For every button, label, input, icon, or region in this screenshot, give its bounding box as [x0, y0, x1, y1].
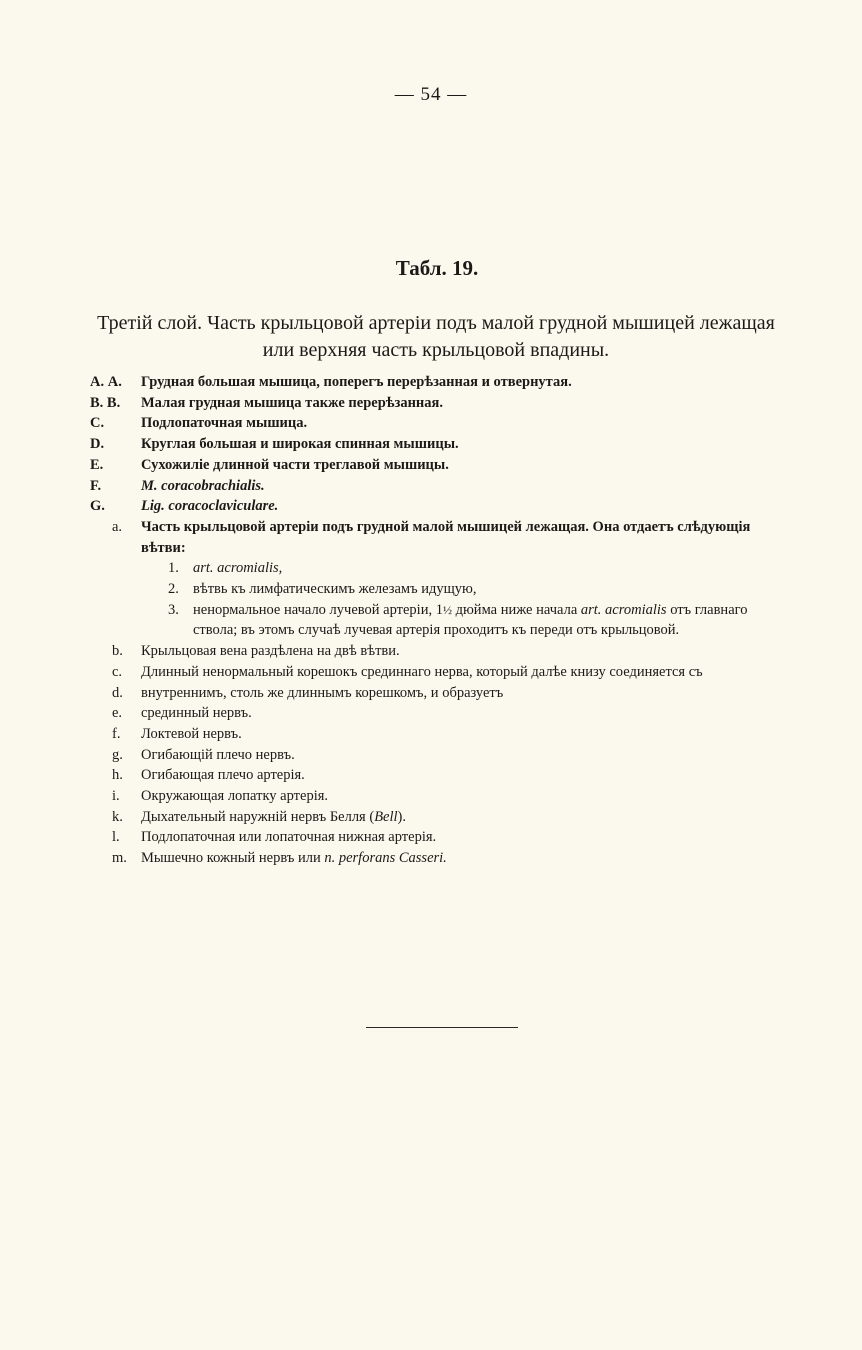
- legend-text-part: отъ главнаго ствола; въ этомъ случаѣ лучевая артерія проходитъ къ переди отъ крыльцовой.: [193, 601, 748, 639]
- legend-item-h: [90, 765, 790, 786]
- closing-rule: [366, 1027, 518, 1028]
- legend-text: M. coracobrachialis.: [141, 477, 265, 494]
- legend-text: [90, 848, 790, 869]
- legend-key: d.: [112, 684, 123, 701]
- legend-text-part: Дыхательный наружній нервъ Белля (: [141, 808, 375, 825]
- legend-key: G.: [90, 498, 105, 515]
- legend-key: b.: [112, 643, 123, 660]
- legend-item-A: [90, 372, 790, 393]
- legend-item-b: [90, 641, 790, 662]
- legend-text-part: ).: [397, 808, 407, 825]
- legend-key: a.: [112, 518, 123, 535]
- latin-term: art. acromialis: [580, 601, 667, 618]
- legend-key: D.: [90, 436, 105, 453]
- legend-text: Lig. coracoclaviculare.: [141, 498, 279, 515]
- legend-key: В. В.: [90, 394, 121, 411]
- legend-key: g.: [112, 746, 123, 763]
- legend-key: i.: [112, 788, 120, 805]
- legend-item-f: [90, 724, 790, 745]
- legend-text: Малая грудная мышица также перерѣзанная.: [141, 394, 443, 411]
- legend-item-B: [90, 393, 790, 414]
- legend-text: [90, 600, 790, 641]
- plate-subtitle: Третій слой. Часть крыльцовой артеріи подъ малой грудной мышицей лежащая или верхняя часть крыльцовой впадины.: [97, 312, 775, 361]
- legend-key: k.: [112, 808, 123, 825]
- page-number: — 54 —: [394, 84, 468, 105]
- legend-text: Подлопаточная мышица.: [141, 415, 308, 432]
- legend-item-d: [90, 683, 790, 704]
- legend-key: Е.: [90, 456, 104, 473]
- legend-item-m: [90, 848, 790, 869]
- legend-item-c: [90, 662, 790, 683]
- legend-text: Огибающій плечо нервъ.: [141, 746, 295, 763]
- legend-item-a: [90, 517, 790, 558]
- legend-text: [90, 807, 790, 828]
- legend-item-e: [90, 703, 790, 724]
- legend-text: внутреннимъ, столь же длиннымъ корешкомъ, и образуетъ: [141, 684, 504, 701]
- legend-list: [90, 372, 790, 869]
- legend-text: Огибающая плечо артерія.: [141, 767, 305, 784]
- legend-key: m.: [112, 850, 127, 867]
- legend-key: l.: [112, 829, 120, 846]
- legend-item-g: [90, 745, 790, 766]
- legend-item-G: [90, 496, 790, 517]
- latin-term: n. perforans Casseri.: [324, 850, 447, 867]
- legend-key: h.: [112, 767, 123, 784]
- legend-text: Сухожиліе длинной части треглавой мышицы.: [141, 456, 449, 473]
- legend-text: вѣтвь къ лимфатическимъ железамъ идущую,: [193, 581, 477, 598]
- legend-item-D: [90, 434, 790, 455]
- legend-text-part: дюйма ниже начала: [451, 601, 581, 618]
- legend-item-E: [90, 455, 790, 476]
- legend-key: e.: [112, 705, 123, 722]
- legend-key: С.: [90, 415, 105, 432]
- legend-item-i: [90, 786, 790, 807]
- legend-text: Длинный ненормальный корешокъ срединнаго нерва, который далѣе книзу соединяется съ: [141, 663, 703, 680]
- legend-text-part: Мышечно кожный нервъ или: [141, 850, 325, 867]
- legend-text: срединный нервъ.: [141, 705, 252, 722]
- fraction: ½: [442, 602, 452, 617]
- plate-title: Табл. 19.: [395, 256, 479, 280]
- legend-item-l: [90, 827, 790, 848]
- latin-term: Bell: [374, 808, 398, 825]
- legend-item-k: [90, 807, 790, 828]
- legend-item-a2: [90, 579, 790, 600]
- legend-item-C: [90, 413, 790, 434]
- legend-key: 3.: [168, 601, 179, 618]
- legend-item-a3: [90, 600, 790, 641]
- legend-key: f.: [112, 725, 121, 742]
- legend-item-a1: [90, 558, 790, 579]
- legend-text: Грудная большая мышица, поперегъ перерѣзанная и отвернутая.: [141, 374, 572, 390]
- legend-text: Подлопаточная или лопаточная нижная артерія.: [141, 829, 437, 846]
- legend-key: c.: [112, 663, 123, 680]
- legend-text-part: ненормальное начало лучевой артеріи, 1: [193, 601, 443, 618]
- legend-text: Окружающая лопатку артерія.: [141, 788, 329, 805]
- legend-item-F: [90, 476, 790, 497]
- legend-key: А. А.: [90, 374, 122, 390]
- legend-key: F.: [90, 477, 102, 494]
- legend-text: Локтевой нервъ.: [141, 725, 242, 742]
- legend-text: Часть крыльцовой артеріи подъ грудной малой мышицей лежащая. Она отдаетъ слѣдующія вѣтви:: [141, 518, 751, 556]
- legend-text: Круглая большая и широкая спинная мышицы.: [141, 436, 459, 453]
- legend-text: Крыльцовая вена раздѣлена на двѣ вѣтви.: [141, 643, 400, 660]
- legend-text: art. acromialis,: [193, 560, 283, 577]
- legend-key: 2.: [168, 581, 179, 598]
- legend-key: 1.: [168, 560, 179, 577]
